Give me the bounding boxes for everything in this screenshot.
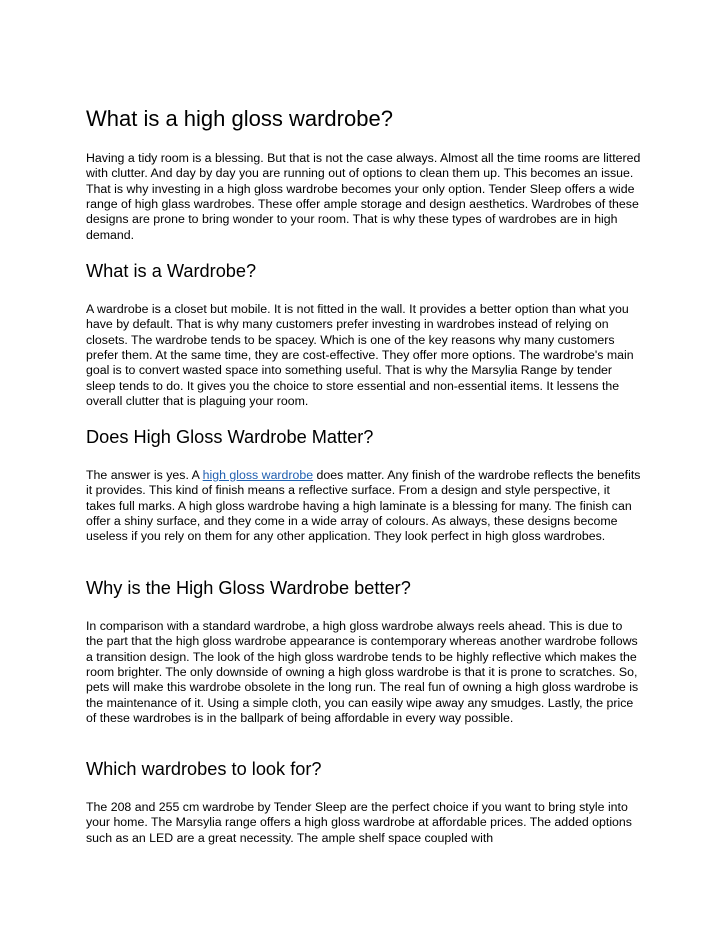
body-text-after-link: does matter. Any finish of the wardrobe reflects the benefits it provides. This kind of finish means a reflective surface. From a design and style perspective, it takes full marks. A high gloss wardrobe having a high laminate is a blessing for many. The finish can offer a shiny surface, and they come in a wide array of colours. As always, these designs become useless if you rely on them for any other application. They look perfect in high gloss wardrobes. <box>86 468 641 544</box>
section-body-what-is-wardrobe: A wardrobe is a closet but mobile. It is not fitted in the wall. It provides a better option than what you have by default. That is why many customers prefer investing in wardrobes instead of relying on closets. The wardrobe tends to be spacey. Which is one of the key reasons why many customers prefer them. At the same time, they are cost-effective. They offer more options. The wardrobe's main goal is to convert wasted space into something useful. That is why the Marsylia Range by tender sleep tends to do. It gives you the choice to store essential and non-essential items. It lessens the overall clutter that is plaguing your room. <box>86 302 634 409</box>
section-body-does-it-matter <box>86 468 641 545</box>
section-heading-what-is-wardrobe: What is a Wardrobe? <box>86 261 257 281</box>
section-heading-why-better: Why is the High Gloss Wardrobe better? <box>86 578 411 598</box>
page-title: What is a high gloss wardrobe? <box>86 106 393 131</box>
body-text-before-link: The answer is yes. A <box>86 468 203 482</box>
section-heading-which-wardrobes: Which wardrobes to look for? <box>86 759 322 779</box>
section-heading-does-it-matter: Does High Gloss Wardrobe Matter? <box>86 427 374 447</box>
intro-paragraph: Having a tidy room is a blessing. But that is not the case always. Almost all the time rooms are littered with clutter. And day by day you are running out of options to clean them up. This becomes an issue. That is why investing in a high gloss wardrobe becomes your only option. Tender Sleep offers a wide range of high glass wardrobes. These offer ample storage and design aesthetics. Wardrobes of these designs are prone to bring wonder to your room. That is why these types of wardrobes are in high demand. <box>86 151 641 242</box>
high-gloss-wardrobe-link[interactable]: high gloss wardrobe <box>202 468 314 482</box>
section-body-why-better: In comparison with a standard wardrobe, a high gloss wardrobe always reels ahead. This is due to the part that the high gloss wardrobe appearance is contemporary whereas another wardrobe follows a transition design. The look of the high gloss wardrobe tends to be highly reflective which makes the room brighter. The only downside of owning a high gloss wardrobe is that it is prone to scratches. So, pets will make this wardrobe obsolete in the long run. The real fun of owning a high gloss wardrobe is the maintenance of it. Using a simple cloth, you can easily wipe away any smudges. Lastly, the price of these wardrobes is in the ballpark of being affordable in every way possible. <box>86 619 639 726</box>
section-body-which-wardrobes: The 208 and 255 cm wardrobe by Tender Sleep are the perfect choice if you want to bring style into your home. The Marsylia range offers a high gloss wardrobe at affordable prices. The added options such as an LED are a great necessity. The ample shelf space coupled with <box>86 800 632 845</box>
